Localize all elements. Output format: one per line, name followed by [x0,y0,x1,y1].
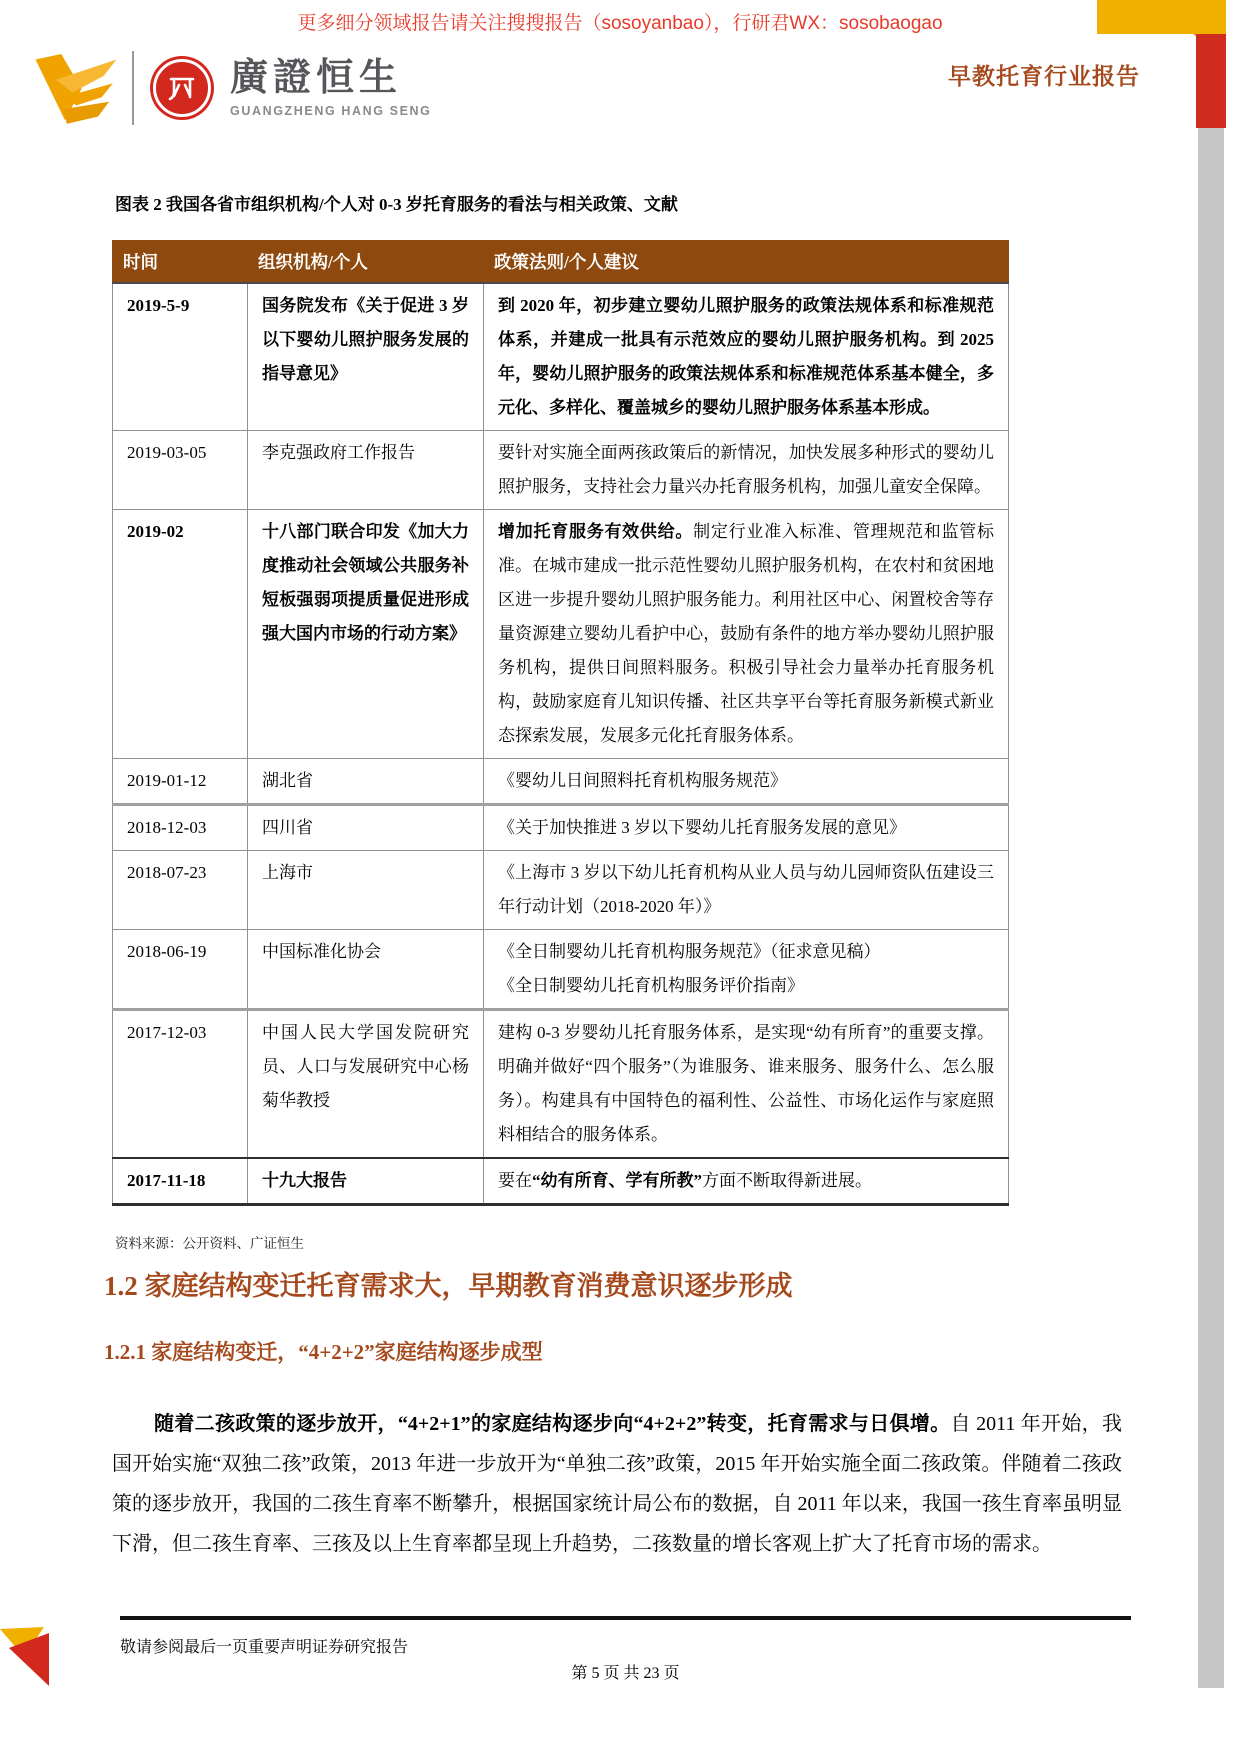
cell-policy [484,510,1009,759]
cell-time: 2017-11-18 [113,1158,248,1205]
source-note: 资料来源：公开资料、广证恒生 [115,1236,304,1251]
policy-segment: 建构 0-3 岁婴幼儿托育服务体系，是实现“幼有所育”的重要支撑。明确并做好“四个服务”（为谁服务、谁来服务、服务什么、怎么服务）。构建具有中国特色的福利性、公益性、市场化运作与家庭照料相结合的服务体系。 [498,1023,994,1144]
cell-policy [484,805,1009,851]
policy-segment: 制定行业准入标准、管理规范和监管标准。在城市建成一批示范性婴幼儿照护服务机构，在农村和贫困地区进一步提升婴幼儿照护服务能力。利用社区中心、闲置校舍等存量资源建立婴幼儿看护中心，鼓励有条件的地方举办婴幼儿照护服务机构，提供日间照料服务。积极引导社会力量举办托育服务机构，鼓励家庭育儿知识传播、社区共享平台等托育服务新模式新业态探索发展，发展多元化托育服务体系。 [498,522,995,745]
cell-time: 2019-01-12 [113,759,248,805]
brand-seal-glyph-icon [167,72,197,104]
body-paragraph [112,1404,1122,1564]
cell-time: 2018-07-23 [113,851,248,930]
table-caption: 图表 2 我国各省市组织机构/个人对 0-3 岁托育服务的看法与相关政策、文献 [115,195,678,214]
col-header-org: 组织机构/个人 [248,241,484,284]
col-header-policy: 政策法则/个人建议 [484,241,1009,284]
cell-policy [484,851,1009,930]
report-title: 早教托育行业报告 [948,63,1140,89]
brand-divider [132,51,134,125]
table-row [113,930,1009,1010]
brand-name-cn: 廣證恒生 [230,56,403,99]
section-heading: 1.2 家庭结构变迁托育需求大，早期教育消费意识逐步形成 [104,1271,793,1301]
policy-segment: 《全日制婴幼儿托育机构服务评价指南》 [498,976,804,995]
cell-org: 十九大报告 [248,1158,484,1205]
policy-segment: “幼有所育、学有所教” [532,1171,702,1190]
brand-logo [30,46,431,130]
right-edge-gray-bar [1198,128,1224,1688]
footer-disclaimer: 敬请参阅最后一页重要声明证券研究报告 [120,1639,409,1656]
brand-name-en: GUANGZHENG HANG SENG [230,104,432,119]
cell-time: 2019-02 [113,510,248,759]
cell-policy [484,431,1009,510]
table-row [113,805,1009,851]
top-right-yellow-bar [1097,0,1226,34]
cell-time: 2019-03-05 [113,431,248,510]
table-row [113,1010,1009,1159]
cell-org: 湖北省 [248,759,484,805]
cell-org: 上海市 [248,851,484,930]
brand-text [230,58,431,119]
cell-policy [484,930,1009,1010]
cell-org: 十八部门联合印发《加大力度推动社会领域公共服务补短板强弱项提质量促进形成强大国内市场的行动方案》 [248,510,484,759]
table-row [113,510,1009,759]
footer-divider [120,1616,1131,1620]
table-row [113,1158,1009,1205]
policy-segment: 要在 [498,1171,532,1190]
cell-org: 李克强政府工作报告 [248,431,484,510]
promo-banner: 更多细分领域报告请关注搜搜报告（sosoyanbao），行研君WX：sosobaogao [297,13,943,34]
cell-policy [484,1010,1009,1159]
policy-table [112,240,1009,1206]
brand-mark-icon [30,46,122,130]
cell-time: 2017-12-03 [113,1010,248,1159]
policy-segment: 《全日制婴幼儿托育机构服务规范》（征求意见稿） [498,942,881,961]
policy-segment: 《关于加快推进 3 岁以下婴幼儿托育服务发展的意见》 [498,818,906,837]
policy-segment: 到 2020 年，初步建立婴幼儿照护服务的政策法规体系和标准规范体系，并建成一批具有示范效应的婴幼儿照护服务机构。到 2025 年，婴幼儿照护服务的政策法规体系和标准规范体系基本健全，多元化、多样化、覆盖城乡的婴幼儿照护服务体系基本形成。 [498,296,994,417]
cell-policy [484,1158,1009,1205]
table-row [113,431,1009,510]
policy-table-body [113,283,1009,1205]
brand-seal-icon [150,56,214,120]
policy-segment: 《婴幼儿日间照料托育机构服务规范》 [498,771,787,790]
cell-org: 中国标准化协会 [248,930,484,1010]
policy-segment: 要针对实施全面两孩政策后的新情况，加快发展多种形式的婴幼儿照护服务，支持社会力量兴办托育服务机构，加强儿童安全保障。 [498,443,994,496]
page-number: 第 5 页 共 23 页 [571,1665,680,1682]
paragraph-lead-bold: 随着二孩政策的逐步放开，“4+2+1”的家庭结构逐步向“4+2+2”转变，托育需求与日俱增。 [154,1413,951,1435]
cell-time: 2018-06-19 [113,930,248,1010]
top-right-red-bar [1196,34,1226,128]
cell-time: 2018-12-03 [113,805,248,851]
cell-policy [484,283,1009,431]
table-row [113,851,1009,930]
policy-segment: 《上海市 3 岁以下幼儿托育机构从业人员与幼儿园师资队伍建设三年行动计划（2018-2020 年）》 [498,863,994,916]
policy-segment: 方面不断取得新进展。 [702,1171,872,1190]
col-header-time: 时间 [113,241,248,284]
cell-org: 中国人民大学国发院研究员、人口与发展研究中心杨菊华教授 [248,1010,484,1159]
cell-org: 四川省 [248,805,484,851]
cell-time: 2019-5-9 [113,283,248,431]
cell-org: 国务院发布《关于促进 3 岁以下婴幼儿照护服务发展的指导意见》 [248,283,484,431]
policy-segment: 增加托育服务有效供给。 [498,522,694,541]
brand-seal-ring [153,59,211,117]
bottom-left-flag-icon [0,1624,60,1694]
table-row [113,283,1009,431]
table-header-row [113,241,1009,284]
paragraph-rest: 自 2011 年开始，我国开始实施“双独二孩”政策，2013 年进一步放开为“单独二孩”政策，2015 年开始实施全面二孩政策。伴随着二孩政策的逐步放开，我国的二孩生育率不断攀升，根据国家统计局公布的数据，自 2011 年以来，我国一孩生育率虽明显下滑，但二孩生育率、三孩及以上生育率都呈现上升趋势，二孩数量的增长客观上扩大了托育市场的需求。 [112,1413,1122,1555]
table-row [113,759,1009,805]
subsection-heading: 1.2.1 家庭结构变迁，“4+2+2”家庭结构逐步成型 [104,1340,543,1364]
cell-policy [484,759,1009,805]
